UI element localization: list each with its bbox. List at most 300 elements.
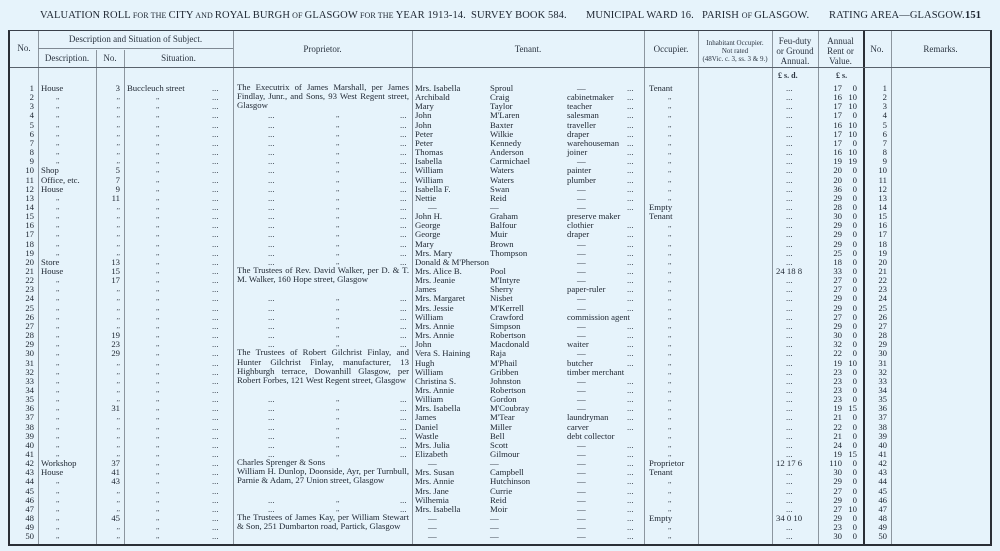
proprietor-ditto: ,, (336, 450, 340, 458)
feu-units: £ s. d. (778, 71, 798, 80)
feu-duty: ... (786, 449, 793, 459)
situation-leader: ... (212, 357, 219, 368)
title-part: FOR THE (357, 11, 396, 20)
situation: ,, (156, 111, 160, 120)
proprietor-leader: ... (400, 165, 407, 176)
proprietor-leader: ... (268, 430, 275, 441)
tenant-surname: Swan (490, 183, 510, 194)
situation: ,, (156, 276, 160, 285)
parish (702, 10, 809, 21)
rent-pounds: 32 (833, 339, 842, 350)
feu-duty: ... (786, 147, 793, 158)
description: House (41, 467, 64, 478)
row-number: 37 (25, 412, 34, 423)
tenant-forename: Mrs. Isabella (415, 83, 461, 93)
row-number: 13 (25, 192, 34, 203)
feu-duty: ... (786, 375, 793, 386)
proprietor-ditto: ,, (336, 312, 340, 321)
house-number: 5 (115, 165, 120, 176)
row-number: 12 (25, 183, 34, 194)
house-number: ,, (116, 129, 120, 138)
row-number-right: 18 (878, 238, 887, 249)
row-number: 47 (25, 503, 34, 514)
proprietor-ditto: ,, (336, 157, 340, 166)
tenant-forename: Christina S. (415, 375, 457, 386)
row-number-right: 31 (878, 357, 887, 368)
tenant-surname: — (490, 531, 499, 542)
tenant-surname: Bell (490, 430, 505, 441)
proprietor-leader: ... (400, 439, 407, 450)
tenant-leader: ... (627, 192, 634, 203)
row-number: 14 (25, 201, 34, 212)
tenant-leader: ... (627, 412, 634, 423)
tenant-leader: ... (627, 503, 634, 514)
tenant-occupation: warehouseman (567, 137, 620, 148)
tenant-leader: ... (627, 513, 634, 524)
feu-duty: ... (786, 522, 793, 533)
situation-leader: ... (212, 92, 219, 103)
description: ,, (56, 450, 60, 458)
row-number: 20 (25, 256, 34, 267)
description: Shop (41, 165, 59, 176)
occupier: ,, (668, 477, 672, 486)
occupier: ,, (668, 358, 672, 367)
row-number-right: 30 (878, 348, 887, 359)
rent-pounds: 29 (833, 220, 842, 231)
tenant-forename: William (415, 366, 444, 377)
occupier: ,, (668, 239, 672, 248)
situation: ,, (156, 129, 160, 138)
tenant-surname: Sherry (490, 284, 514, 295)
row-number-right: 15 (878, 211, 887, 222)
house-number: ,, (116, 202, 120, 211)
proprietor-leader: ... (268, 494, 275, 505)
house-number: 9 (115, 183, 120, 194)
proprietor-leader: ... (268, 394, 275, 405)
rent-shillings: 10 (848, 119, 857, 130)
tenant-surname: M'Tear (490, 412, 515, 423)
tenant-leader: ... (627, 485, 634, 496)
row-number-right: 41 (878, 449, 887, 459)
house-number: ,, (116, 440, 120, 449)
rent-pounds: 27 (833, 275, 842, 286)
row-number: 43 (25, 467, 34, 478)
rent-shillings: 0 (852, 366, 857, 377)
occupier: ,, (668, 413, 672, 422)
proprietor-leader: ... (400, 494, 407, 505)
col-inhabitant-line2: Not rated (721, 47, 749, 55)
feu-duty: ... (786, 348, 793, 359)
feu-duty: ... (786, 201, 793, 212)
occupier: ,, (668, 504, 672, 513)
row-number: 24 (25, 293, 34, 304)
rent-shillings: 0 (852, 229, 857, 240)
proprietor-leader: ... (400, 137, 407, 148)
situation-leader: ... (212, 165, 219, 176)
situation-leader: ... (212, 476, 219, 487)
proprietor-leader: ... (268, 403, 275, 414)
situation: ,, (156, 358, 160, 367)
tenant-forename: Mary (415, 238, 434, 249)
situation-leader: ... (212, 247, 219, 258)
description: ,, (56, 514, 60, 523)
tenant-leader: ... (627, 174, 634, 185)
tenant-surname: Brown (490, 238, 514, 249)
tenant-leader: ... (627, 339, 634, 350)
feu-duty: ... (786, 384, 793, 395)
row-number-right: 49 (878, 522, 887, 533)
occupier: ,, (668, 248, 672, 257)
description: ,, (56, 129, 60, 138)
situation-leader: ... (212, 366, 219, 377)
tenant-forename: Mrs. Annie (415, 330, 455, 341)
proprietor-leader: ... (268, 183, 275, 194)
proprietor-entry: The Executrix of James Marshall, per James Findlay, Junr., and Sons, 93 West Regent street, Glasgow (237, 82, 409, 111)
tenant-leader: ... (627, 128, 634, 139)
situation-leader: ... (212, 192, 219, 203)
row-number: 45 (25, 485, 34, 496)
row-number-right: 8 (882, 147, 887, 158)
row-number: 38 (25, 421, 34, 432)
tenant-forename: Mary (415, 101, 434, 112)
situation-leader: ... (212, 137, 219, 148)
rent-units: £ s. (836, 71, 848, 80)
tenant-forename: John (415, 119, 432, 130)
tenant-forename: Mrs. Isabella (415, 503, 461, 514)
feu-duty: ... (786, 302, 793, 313)
tenant-occupation: — (577, 458, 586, 469)
proprietor-ditto: ,, (336, 193, 340, 202)
tenant-forename: Mrs. Annie (415, 476, 455, 487)
rent-pounds: 28 (833, 201, 842, 212)
rent-shillings: 0 (852, 339, 857, 350)
house-number: 41 (111, 467, 120, 478)
situation-leader: ... (212, 430, 219, 441)
row-number-right: 50 (878, 531, 887, 542)
proprietor-leader: ... (400, 110, 407, 121)
tenant-occupation: — (577, 201, 586, 212)
house-number: 23 (111, 339, 120, 350)
house-number: 19 (111, 330, 120, 341)
tenant-surname: Scott (490, 439, 508, 450)
title-part: AND (193, 11, 215, 20)
row-number: 35 (25, 394, 34, 405)
tenant-leader: ... (627, 348, 634, 359)
rent-shillings: 0 (852, 412, 857, 423)
occupier: ,, (668, 294, 672, 303)
col-feu-duty (772, 36, 818, 66)
row-number-right: 24 (878, 293, 887, 304)
municipal-ward: MUNICIPAL WARD 16. (586, 10, 694, 21)
tenant-surname: Nisbet (490, 293, 513, 304)
rent-shillings: 0 (852, 531, 857, 542)
tenant-forename: John H. (415, 211, 443, 222)
proprietor-leader: ... (400, 330, 407, 341)
situation: ,, (156, 331, 160, 340)
proprietor-ditto: ,, (336, 294, 340, 303)
tenant-surname: — (490, 201, 499, 212)
tenant-forename: — (428, 531, 437, 542)
tenant-surname: Pool (490, 266, 506, 276)
situation-leader: ... (212, 439, 219, 450)
valuation-table (8, 30, 992, 546)
proprietor-leader: ... (268, 229, 275, 240)
description: House (41, 183, 64, 194)
occupier: ,, (668, 321, 672, 330)
tenant-forename: Mrs. Annie (415, 320, 455, 331)
situation-leader: ... (212, 211, 219, 222)
situation: ,, (156, 157, 160, 166)
tenant-occupation: painter (567, 165, 592, 176)
proprietor-ditto: ,, (336, 504, 340, 513)
situation-leader: ... (212, 384, 219, 395)
tenant-surname: Johnston (490, 375, 521, 386)
row-number: 2 (29, 92, 34, 103)
rent-pounds: 18 (833, 256, 842, 267)
tenant-occupation: — (577, 156, 586, 167)
parish-name: GLASGOW. (754, 10, 810, 21)
feu-duty: ... (786, 83, 793, 93)
proprietor-leader: ... (400, 211, 407, 222)
rent-pounds: 29 (833, 229, 842, 240)
proprietor-ditto: ,, (336, 321, 340, 330)
situation: ,, (156, 93, 160, 102)
rent-pounds: 27 (833, 311, 842, 322)
situation-leader: ... (212, 421, 219, 432)
situation: ,, (156, 504, 160, 513)
col-feu-line1: Feu-duty (778, 36, 812, 46)
row-number: 19 (25, 247, 34, 258)
tenant-forename: Mrs. Jessie (415, 302, 454, 313)
rent-pounds: 30 (833, 330, 842, 341)
rent-shillings: 0 (852, 211, 857, 222)
rent-pounds: 23 (833, 394, 842, 405)
situation: ,, (156, 257, 160, 266)
occupier: ,, (668, 431, 672, 440)
occupier: ,, (668, 395, 672, 404)
feu-duty: ... (786, 165, 793, 176)
tenant-occupation: — (577, 494, 586, 505)
situation-leader: ... (212, 311, 219, 322)
description: ,, (56, 404, 60, 413)
proprietor-leader: ... (400, 247, 407, 258)
house-number: ,, (116, 321, 120, 330)
situation-leader: ... (212, 485, 219, 496)
tenant-leader: ... (627, 256, 634, 267)
proprietor-leader: ... (268, 220, 275, 231)
tenant-surname: Macdonald (490, 339, 530, 350)
house-number: ,, (116, 157, 120, 166)
proprietor-leader: ... (400, 220, 407, 231)
occupier: ,, (668, 221, 672, 230)
feu-duty: ... (786, 476, 793, 487)
feu-duty: ... (786, 137, 793, 148)
situation: ,, (156, 193, 160, 202)
situation: ,, (156, 175, 160, 184)
rent-shillings: 0 (852, 183, 857, 194)
tenant-forename: — (428, 522, 437, 533)
rent-pounds: 20 (833, 165, 842, 176)
proprietor-leader: ... (268, 439, 275, 450)
proprietor-leader: ... (400, 412, 407, 423)
row-number: 29 (25, 339, 34, 350)
situation: ,, (156, 212, 160, 221)
house-number: ,, (116, 221, 120, 230)
feu-duty: ... (786, 275, 793, 286)
situation: ,, (156, 395, 160, 404)
row-number-right: 40 (878, 439, 887, 450)
proprietor-ditto: ,, (336, 404, 340, 413)
situation-leader: ... (212, 201, 219, 212)
situation: ,, (156, 376, 160, 385)
proprietor-ditto: ,, (336, 331, 340, 340)
tenant-forename: Mrs. Mary (415, 247, 453, 258)
description: ,, (56, 422, 60, 431)
tenant-leader: ... (627, 384, 634, 395)
description: ,, (56, 248, 60, 257)
proprietor-leader: ... (268, 128, 275, 139)
proprietor-leader: ... (400, 503, 407, 514)
house-number: ,, (116, 422, 120, 431)
proprietor-ditto: ,, (336, 340, 340, 349)
proprietor-ditto: ,, (336, 239, 340, 248)
house-number: ,, (116, 431, 120, 440)
tenant-occupation: timber merchant (567, 366, 625, 377)
feu-duty: 12 17 6 (776, 458, 803, 469)
rent-shillings: 0 (852, 348, 857, 359)
feu-duty: ... (786, 494, 793, 505)
rent-shillings: 15 (848, 403, 857, 414)
feu-duty: ... (786, 247, 793, 258)
description: ,, (56, 157, 60, 166)
situation-leader: ... (212, 266, 219, 276)
situation: ,, (156, 239, 160, 248)
rent-shillings: 15 (848, 449, 857, 459)
row-number-right: 14 (878, 201, 887, 212)
proprietor-leader: ... (268, 165, 275, 176)
rent-pounds: 29 (833, 320, 842, 331)
row-number-right: 35 (878, 394, 887, 405)
row-number-right: 39 (878, 430, 887, 441)
row-number: 42 (25, 458, 34, 469)
page-number: 151 (965, 10, 982, 21)
proprietor-leader: ... (400, 293, 407, 304)
house-number: ,, (116, 486, 120, 495)
row-number-right: 27 (878, 320, 887, 331)
proprietor-leader: ... (268, 302, 275, 313)
survey-book: SURVEY BOOK 584. (471, 10, 567, 21)
row-number: 39 (25, 430, 34, 441)
proprietor-leader: ... (268, 503, 275, 514)
tenant-surname: — (490, 522, 499, 533)
tenant-forename: George (415, 229, 441, 240)
proprietor-entry: Charles Sprenger & Sons (237, 457, 326, 468)
col-annual-rent (818, 36, 863, 66)
situation-leader: ... (212, 394, 219, 405)
tenant-occupation: — (577, 320, 586, 331)
tenant-surname: M'Phail (490, 357, 518, 368)
description: ,, (56, 285, 60, 294)
tenant-leader: ... (627, 101, 634, 112)
house-number: 43 (111, 476, 120, 487)
tenant-forename: William (415, 311, 444, 322)
tenant-leader: ... (627, 421, 634, 432)
tenant-leader: ... (627, 394, 634, 405)
tenant-occupation: draper (567, 128, 590, 139)
rent-pounds: 21 (833, 430, 842, 441)
proprietor-leader: ... (268, 110, 275, 121)
description: ,, (56, 321, 60, 330)
title-part: OF (290, 11, 305, 20)
rent-shillings: 0 (852, 293, 857, 304)
col-number: No. (103, 53, 117, 63)
rent-shillings: 0 (852, 439, 857, 450)
tenant-occupation: traveller (567, 119, 596, 130)
tenant-occupation: butcher (567, 357, 594, 368)
tenant-leader: ... (627, 439, 634, 450)
situation-leader: ... (212, 119, 219, 130)
feu-duty: ... (786, 330, 793, 341)
tenant-forename: Isabella F. (415, 183, 451, 194)
rule (38, 48, 233, 49)
situation: ,, (156, 340, 160, 349)
description: ,, (56, 230, 60, 239)
situation: ,, (156, 166, 160, 175)
col-rent-line3: Value. (829, 56, 852, 66)
rent-shillings: 0 (852, 137, 857, 148)
occupier: ,, (668, 111, 672, 120)
tenant-leader: ... (627, 238, 634, 249)
occupier: ,, (668, 404, 672, 413)
proprietor-ditto: ,, (336, 148, 340, 157)
tenant-forename: Mrs. Jeanie (415, 275, 456, 286)
tenant-forename: Archibald (415, 92, 450, 103)
tenant-forename: Donald & M'Pherson (415, 256, 489, 267)
description: ,, (56, 523, 60, 532)
occupier: ,, (668, 340, 672, 349)
feu-duty: ... (786, 92, 793, 103)
occupier: ,, (668, 129, 672, 138)
situation: ,, (156, 230, 160, 239)
tenant-forename: Vera S. Haining (415, 348, 471, 359)
feu-duty: ... (786, 220, 793, 231)
description: ,, (56, 385, 60, 394)
proprietor-leader: ... (268, 293, 275, 304)
tenant-surname: M'Coubray (490, 403, 530, 414)
situation: ,, (156, 285, 160, 294)
row-number: 21 (25, 266, 34, 276)
tenant-leader: ... (627, 147, 634, 158)
occupier: ,, (668, 486, 672, 495)
occupier: ,, (668, 523, 672, 532)
row-number-right: 21 (878, 266, 887, 276)
occupier: ,, (668, 157, 672, 166)
tenant-leader: ... (627, 220, 634, 231)
tenant-surname: Waters (490, 174, 514, 185)
tenant-surname: Robertson (490, 330, 526, 341)
tenant-forename: Peter (415, 128, 433, 139)
rent-shillings: 0 (852, 247, 857, 258)
tenant-leader: ... (627, 320, 634, 331)
tenant-leader: ... (627, 330, 634, 341)
tenant-leader: ... (627, 293, 634, 304)
situation-leader: ... (212, 348, 219, 359)
rent-pounds: 19 (833, 156, 842, 167)
house-number: ,, (116, 239, 120, 248)
proprietor-ditto: ,, (336, 495, 340, 504)
situation: ,, (156, 459, 160, 468)
row-number-right: 7 (882, 137, 887, 148)
